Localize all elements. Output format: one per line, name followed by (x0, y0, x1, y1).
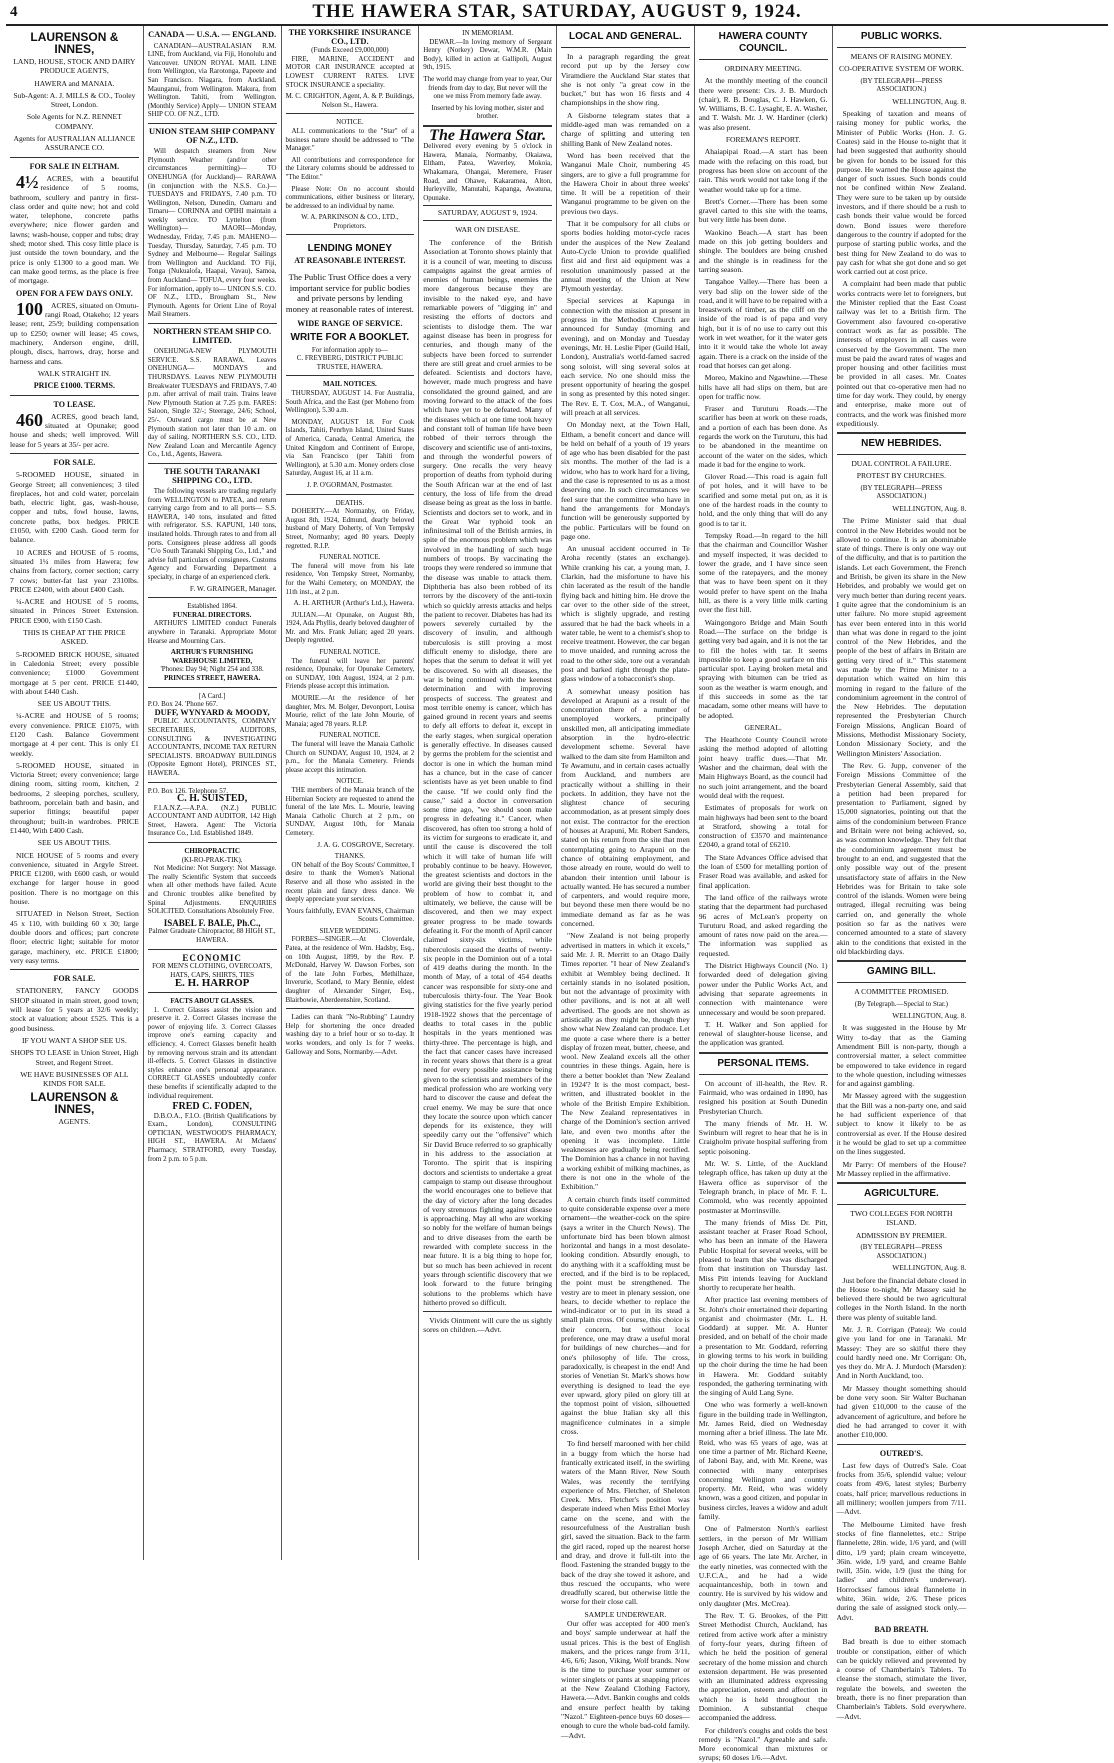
listing: NICE HOUSE of 5 rooms and every convenience, situated in Argyle Street. PRICE £1200, with £600 cash, or would exchange for larger house in good position. There is no mortgage on this house. (10, 850, 139, 907)
agents-label: AGENTS. (58, 1117, 91, 1127)
funeral-heading: FUNERAL NOTICE. (319, 731, 381, 740)
advert: For children's coughs and colds the best remedy is "Nazol." Agreeable and safe. More economical than mixtures or syrups; 60 doses 1/6.—Advt. (698, 1725, 828, 1763)
news-paragraph: On Monday next, at the Town Hall, Eltham, a benefit concert and dance will be held on behalf of a youth of 19 years of age who has been disabled for the past six months. The mother of the lad is a widow, who has to work hard for a living, and the case is represented to us as a most deserving one. In such circumstances we feel sure that the committee who have in hand the arrangements for Monday's function will be generously supported by the public. Particulars will be found on page one. (561, 420, 690, 541)
ad-text: FOR MEN'S CLOTHING, OVERCOATS, HATS, CAPS, SHIRTS, TIES (152, 962, 273, 979)
divider (837, 47, 967, 48)
listing: 100 ACRES, situated on Omutu-rangi Road, Otakeho; 12 years lease; rent, 25/9; building compensation up to £250; owner will lease; 45 cows, machinery, Anderson engine, drill, plough, discs, harrows, dray, horse and harness and cans. (10, 298, 139, 366)
divider (699, 59, 828, 60)
sub-agent: Sub-Agent: A. J. MILLS & CO., Tooley Street, London. (13, 90, 136, 110)
funeral-directors: FUNERAL DIRECTORS. (172, 610, 252, 619)
dateline: SATURDAY, AUGUST 9, 1924. (423, 205, 552, 220)
section-heading: NEW HEBRIDES. (861, 438, 942, 450)
column-4 (419, 26, 557, 1560)
news-paragraph: Mr Parry: Of members of the House? Mr Massey replied in the affirmative. (836, 1159, 967, 1178)
divider (423, 1311, 552, 1312)
column-5 (557, 26, 695, 1740)
death-notice: MOURIE.—At the residence of her daughter, Mrs. M. Bolger, Devonport, Louisa Mourie, relict of the late John Mourie, of Manaia; aged 78 years. R.I.P. (285, 694, 415, 728)
news-paragraph: Waokino Beach.—A start has been made on this job getting boulders and shingle. The boulders are being crushed and the shingle is in readiness for the tarring season. (698, 227, 828, 274)
funeral-text: The funeral will leave her parents' residence, Opunake, for Opunake Cemetery, on SUNDAY, 10th August, 1924, at 2 p.m. Friends please accept this intimation. (285, 656, 415, 691)
thanks-heading: THANKS. (334, 852, 365, 861)
news-paragraph: Tempsky Road.—In regard to the hill that the chairman and Councillor Washer and myself inspected, it was decided to lower the grade, and I have since seen some of the ratepayers, and the money that was to have been spent on it they would prefer to have spent on the Inaha hill, as there is a very little milk carting over the first hill. (698, 530, 828, 615)
news-paragraph: At the monthly meeting of the council there were present: Crs. J. B. Murdoch (chair), R. B. Douglas, C. J. Hawken, G. W. Williams, B. C. Lysaght, E. A. Washer, and T. Walsh. Mr. J. W. Hardiner (clerk) was also present. (698, 76, 828, 132)
news-paragraph: On account of ill-health, the Rev. R. Fairmaid, who was ordained in 1890, has resigned his position at South Dunedin Presbyterian Church. (698, 1078, 828, 1116)
listing: 460 ACRES, good beach land, situated at Opunake; good house and sheds; well improved. Will lease for 5 years at 35/- per acre. (10, 409, 139, 449)
ad-heading: THE YORKSHIRE INSURANCE CO., LTD. (288, 28, 412, 46)
lending-heading: LENDING MONEY (307, 243, 393, 255)
divider (286, 494, 415, 495)
listing: SITUATED in Nelson Street, Section 45 x 110, with building 60 x 30; large double doors and offices; part concrete floor; electric light; suitable for motor garage, machinery, etc. PRICE £1800; very easy terms. (10, 909, 139, 965)
notice-signature: W. A. PARKINSON & CO., LTD., Proprietors. (301, 213, 399, 230)
firm-sub: LAND, HOUSE, STOCK AND DAIRY PRODUCE AGENTS, (13, 57, 136, 76)
page-title: THE HAWERA STAR, SATURDAY, AUGUST 9, 1924. (312, 1, 802, 22)
section-sub: MEANS OF RAISING MONEY. (850, 52, 953, 61)
divider (837, 1204, 967, 1205)
news-paragraph: Special services at Kapunga in connection with the mission at present in progress in the Methodist Church are announced for Sunday (morning and evening), and on Monday and Tuesday evenings, Mr. H. Leslie Piper (Guild Hall, London), Australia's world-famed sacred song soloist, will sing several solos at each service. No one should miss the present opportunity of hearing the gospel in song as presented by this noted singer. The Rev. E. T. Cox, M.A., of Wanganui, will preach at all services. (561, 296, 690, 417)
memoriam-verse: The world may change from year to year, Our friends from day to day, But never will the one we miss From memory fade away. (423, 74, 552, 101)
news-paragraph: Ahaiapipai Road.—A start has been made with the refacing on this road, but progress has been slow on account of the rain. This work would not take long if the weather would take up for a time. (698, 147, 828, 194)
page-number: 4 (10, 3, 18, 20)
divider (561, 47, 690, 48)
ad-text: Palmer Graduate Chiropractor, 88 HIGH ST., HAWERA. (148, 927, 276, 944)
dateline: WELLINGTON, Aug. 8. (892, 96, 967, 106)
news-paragraph: That it be compulsory for all clubs or sports bodies holding motor-cycle races under the auspices of the New Zealand Auto-Cycle Union to provide qualified first aid and first aid equipment was a resolution unanimously passed at the annual meeting of the Union at New Plymouth yesterday. (561, 219, 690, 294)
pobox: P.O. Box 24. 'Phone 667. (147, 700, 218, 709)
section-sub: PROTEST BY CHURCHES. (856, 471, 946, 481)
news-paragraph: The Heathcote County Council wrote asking the method adopted of allotting joint heavy traffic dues.—That Mr. Washer and the chairman, deal with the Main Highways Board, as the council had no such joint arrangement, and the board would deal with the request. (698, 735, 828, 800)
for-sale: FOR SALE. (53, 974, 96, 984)
ad-heading: ECONOMIC (182, 952, 242, 963)
ad-sub: (Funds Exceed £9,000,000) (311, 46, 389, 55)
ad-text: F.I.A.N.Z.—A.P.A. (N.Z.) PUBLIC ACCOUNTANT AND AUDITOR, 142 High Street, Hawera. Agent: The Victoria Insurance Co., Ltd. Established 1849. (147, 803, 277, 838)
dateline: WELLINGTON, Aug. 8. (892, 1263, 967, 1273)
divider (837, 454, 967, 455)
listing: 5-ROOMED HOUSE, situated in Victoria Street; every convenience; large dining room, sitting room, kitchen, 2 bedrooms, 2 sleeping porches, scullery, bathroom, porcelain bath and basin, and superior fittings; beautiful paper throughout; built-in wardrobes. PRICE £1440, With £400 Cash. (10, 760, 139, 835)
ad-heading: CANADA — U.S.A. — ENGLAND. (148, 30, 277, 39)
news-paragraph: Glover Road.—This road is again full of pot holes, and it will have to be scarified and some metal put on, as it is one of the hardest roads in the county to hold, and the only thing that will do any good is to tar it. (698, 472, 828, 528)
news-paragraph: One who was formerly a well-known figure in the building trade in Wellington, Mr. James Reid, died on Wednesday morning after a brief illness. The late Mr. Reid, who was 65 years of age, was at one time a partner of Mr. Richard Keene, of Jaboni Bay, and, with Mr. Keene, was connected with many enterprises concerning Wellington and country property. Mr. Reid, who was widely known, was a good citizen, and popular in business circles, leaves a widow and adult family. (698, 1400, 828, 1522)
shop-want: IF YOU WANT A SHOP SEE US. (21, 1035, 127, 1045)
news-paragraph: Speaking of taxation and means of raising money for public works, the Minister of Public Works (Hon. J. G. Coates) said in the House to-night that it had been suggested that authority should be given for bonds to be issued for this purpose. He warned the House against the danger of such issues. Such bonds could not be confined within New Zealand. They were sure to be taken up by outside investors, and if there should be a rush to cash bonds their value would be forced down. Bond issues were therefore dangerous to the country if adopted for the purpose of starting public works, and the best thing for New Zealand to do was to pay cash for what she got done and so get work carried out at cost price. (836, 109, 967, 277)
news-paragraph: Brett's Corner.—There has been some gravel carted to this site with the teams, but very little has been done. (698, 196, 828, 225)
column-7 (833, 26, 971, 1721)
sole-agents: Sole Agents for N.Z. RENNET COMPANY. (26, 112, 122, 131)
mail-signature: J. P. O'GORMAN, Postmaster. (306, 480, 393, 489)
ad-text: D.B.O.A., F.I.O. (British Qualifications by Exam., London), CONSULTING OPTICIAN, WESTWOOD'S PHARMACY, HIGH ST., HAWERA. At Mclaens' Pharmacy, STRATFORD, every Tuesday, from 2 p.m. to 5 p.m. (147, 1111, 277, 1163)
column-3 (282, 26, 420, 1560)
listing: ¼-ACRE and HOUSE of 5 rooms, situated in Princes Street Extension. PRICE £900, with £150 Cash. (10, 597, 139, 625)
funeral-heading: FUNERAL NOTICE. (319, 553, 381, 562)
divider (286, 375, 415, 376)
mail-text: THURSDAY, AUGUST 14. For Australia, South Africa, and the East (per Moheno from Wellington), 5.30 a.m. (285, 389, 415, 415)
star-masthead: The Hawera Star. (429, 126, 547, 144)
walk-in: WALK STRAIGHT IN. (37, 368, 111, 378)
section-heading: PUBLIC WORKS. (860, 31, 942, 42)
byline: (BY TELEGRAPH—PRESS ASSOCIATION.) (860, 1243, 943, 1260)
funeral-heading: FUNERAL NOTICE. (319, 648, 381, 657)
ad-signature: F. W. GRAINGER, Manager. (189, 583, 277, 593)
divider (837, 960, 967, 962)
column-1 (6, 26, 144, 1560)
section-heading: GAMING BILL. (866, 966, 936, 978)
see-us: SEE US ABOUT THIS. (37, 838, 111, 848)
ad-heading: ISABEL F. BALE, Ph.C., (163, 917, 261, 928)
outred-heading: OUTRED'S. (879, 1448, 923, 1458)
ad-heading: NORTHERN STEAM SHIP CO. LIMITED. (153, 327, 272, 345)
death-notice: JULIAN.—At Opunake, on August 8th, 1924, Ada Phyllis, dearly beloved daughter of Mr. and Mrs. Frank Julian; aged 20 years. Deeply regretted. (285, 610, 415, 645)
news-paragraph: Moreo, Makino and Ngawhine.—These hills have all had slips on them, but are open for traffic now. (698, 373, 828, 401)
memoriam-heading: IN MEMORIAM. (462, 29, 514, 37)
divider (148, 992, 277, 993)
masthead (6, 0, 1108, 26)
notice-text: THE members of the Manaia branch of the Hibernian Society are requested to attend the funeral of the late Mrs. L. Mourie, leaving Manaia Catholic Church at 2 p.m., on SUNDAY, August 10th, for Manaia Cemetery. (285, 785, 415, 837)
divider (148, 842, 277, 843)
divider (837, 1444, 967, 1445)
ad-text: CANADIAN—AUSTRALASIAN R.M. LINE, from Auckland, via Fiji, Honolulu and Vancouver. UNION ROYAL MAIL LINE from Wellington, via Rarotonga, Papeete and San Francisco. Niagara, from Auckland. Maunganui, from Wellington. Makura, from Wellington. Tahiti, from Wellington. (Monthly Service) Apply— UNION STEAM SHIP CO. OF N.Z., LTD. (147, 41, 277, 119)
established: Established 1864. (187, 602, 238, 611)
news-paragraph: A Gisborne telegram states that a middle-aged man was remanded on a charge of splitting and uttering ten shilling Bank of New Zealand notes. (561, 110, 690, 148)
funeral-signature: A. H. ARTHUR (Arthur's Ltd.), Hawera. (293, 598, 415, 608)
news-paragraph: To find herself marooned with her child in a buggy from which the horse had frantically extricated itself, in the swirling waters of the Mann River, New South Wales, was recently the terrifying experience of Mrs. Fletcher, of Sheleton Creek. Mrs. Fletcher's position was desperate indeed when Miss Ethel Morley came on the scene, and with the resourcefulness of the Australian bush girl, saved the situation. Back to the farm the girl raced, roped up the nearest horse and dray, and drove it full-tilt into the flood. Fastening the stranded buggy to the back of the dray she towed it ashore, and thus rescued the occupants, who were dreadfully scared, but otherwise little the worse for their close call. (561, 1439, 690, 1607)
info-label: For information apply to— (311, 345, 388, 354)
listing: 4½ ACRES, with a beautiful residence of 5 rooms, bathroom, scullery and pantry in first-class order and quite new; hot and cold water, telephone, concrete paths everywhere; nice flower garden and lawns; wash-house, copper and tubs; dray shed; motor shed. This cosy little place is just outside the town boundary, and the price is only £1300 to a good man. We can make good terms, as the place is free of mortgage. (10, 171, 139, 286)
section-heading: PERSONAL ITEMS. (717, 1057, 809, 1069)
sample-heading: SAMPLE UNDERWEAR. (584, 1609, 667, 1619)
ad-heading: DUFF, WYNYARD & MOODY, (154, 707, 270, 717)
northern-ad (148, 328, 277, 459)
ad-text: Will despatch steamers from New Plymouth Weather (and/or other circumstances permitting)— TO ONEHUNGA (for Auckland)— RARAWA (in conjunction with the N.S.S. Co.)— TUESDAYS and FRIDAYS, 7.40 p.m. TO Wellington, Nelson, Dunedin, Oamaru and Timaru— CORINNA and OPIHI maintain a weekly service. TO Lyttelton (from Wellington)— MAORI—Monday, Wednesday, Friday, 7.45 p.m. MAHENO—Tuesday, Thursday, Saturday, 7.45 p.m. TO Sydney and Melbourne— Regular Sailings from Wellington and Auckland. TO Fiji, Tonga (Nukualofa, Haapai, Vavau), Samoa, from Auckland— TOFUA, every four weeks. For information, apply to— UNION S.S. CO. OF N.Z., LTD., Brougham St., New Plymouth. Agents for Orient Line of Royal Mail Steamers. (147, 147, 277, 319)
news-paragraph: The many friends of Mr. H. W. Swinburn will regret to hear that he is in Craigholm private hospital suffering from septic poisoning. (698, 1118, 828, 1156)
divider (148, 782, 277, 783)
notice-text: Please Note: On no account should communications, either business or literary, be addressed to an individual by name. (285, 184, 415, 210)
ad-heading: ARTHUR'S FURNISHING WAREHOUSE LIMITED, (170, 648, 254, 665)
firm-name: LAURENSON & INNES, (30, 30, 119, 56)
advert: Our offer was accepted for 400 men's and boys' sample underwear at half the usual prices. This is the best of English makers, and the prices range from 3/11, 4/6, 6/6; Jason, Viking, Wolf brands. Now is the time to purchase your summer or winter singlets or pants at snapping prices at the New Zealand Clothing Factory, Hawera.—Advt. Bankin coughs and colds and ensure perfect health by taking "Nazol." Eighteen-pence buys 60 doses—enough to cure the whole bad-cold family.—Advt. (561, 1618, 690, 1740)
section-sub: DUAL CONTROL A FAILURE. (851, 459, 952, 469)
ad-text: The following vessels are trading regularly from WELLINGTON to PATEA, and return carrying cargo from and to all ports— S.S. HAWERA, 140 tons, insulated and fitted with refrigerator. S.S. KAPUNI, 140 tons, insulated holds. Through rates to and from all ports. Consignees please address all goods "C/o South Taranaki Shipping Co., Ltd.," and advise full particulars of consignees. Customs Agency and Forwarding Department a specialty, in charge of an experienced clerk. (147, 487, 277, 582)
cheap-note: THIS IS CHEAP AT THE PRICE ASKED. (23, 628, 126, 647)
divider (148, 463, 277, 464)
union-ad (148, 128, 277, 319)
section-sub: ORDINARY MEETING. (724, 64, 802, 73)
funeral-text: The funeral will move from his late residence, Von Tempsky Street, Normanby, for the Waihi Cemetery, on MONDAY, the 11th inst., at 2 p.m. (285, 561, 415, 596)
wedding-heading: SILVER WEDDING. (319, 926, 381, 935)
listing: ¼-ACRE and HOUSE of 5 rooms; every convenience. PRICE £1075, with £120 Cash. Balance Government mortgage at 4 per cent. This is only £1 weekly. (10, 711, 139, 758)
divider (699, 1074, 828, 1075)
divider (10, 453, 139, 454)
card-label: [A Card.] (198, 691, 226, 700)
section-heading: AGRICULTURE. (863, 1188, 939, 1200)
news-paragraph: A somewhat uneasy position has developed at Arapuni as a result of the concentration there of a number of unemployed workers, principally unskilled men, all anticipating immediate absorption in the hydro-electric development scheme. Several have walked to the dam site from Hamilton and Te Awamutu, and in certain cases actually from Auckland, and numbers are practically without a shilling in their pockets. In addition, they have not the slightest chance of securing accommodation, as at present simply does not exist. The contractor for the erection of houses at Arapuni, Mr. Robert Sanders, stated on his return from the site that men contemplating going to Arapuni on the chance of obtaining employment, and those already en route, would do well to abandon their intention until labour is actually wanted. He has secured a number of carpenters, and would require more, but beyond these men there would be no immediate demand as far as he was concerned. (561, 686, 690, 929)
news-paragraph: Waingongoro Bridge and Main South Road.—The surface on the bridge is getting very bad again, and it is not the tar to fill the holes with tar. It seems impossible to keep a good surface on this particular spot. Laying broken metal and spraying with bitumen can be tried as soon as the weather is warm enough, and if this succeeds in some as the tar macadam, some other means will have to be adopted. (698, 617, 828, 720)
lending-sub: AT REASONABLE INTEREST. (294, 256, 406, 266)
column-6 (695, 26, 833, 1763)
see-us: SEE US ABOUT THIS. (37, 699, 111, 709)
editorial-heading: WAR ON DISEASE. (455, 224, 520, 234)
news-paragraph: Mr Massey thought something should be done very soon. Sir Walter Buchanan had given £10,000 to the cause of the advancement of agriculture, and before he died he had arranged to cover it with another £10,000. (836, 1383, 967, 1440)
advert: Vivids Ointment will cure the us sightly sores on children.—Advt. (423, 1316, 552, 1335)
funeral-text: The funeral will leave the Manaia Catholic Church on SUNDAY, August 10, 1924, at 2 p.m., for the Manaia Cemetery. Friends please accept this intimation. (285, 740, 415, 774)
firm-footer: LAURENSON & INNES, (30, 1090, 119, 1117)
section-sub: FOREMAN'S REPORT. (725, 135, 801, 145)
listing: 5-ROOMED BRICK HOUSE, situated in Caledonia Street; every possible convenience; £1000 Government mortgage at 5 per cent. PRICE £1440, with about £440 Cash. (10, 649, 139, 696)
ad-signature: M. C. CRIGHTON, Agent, A. & P. Buildings, Nelson St., Hawera. (285, 92, 415, 109)
byline: (BY TELEGRAPH—PRESS ASSOCIATION.) (860, 483, 943, 501)
listing: STATIONERY, FANCY GOODS SHOP situated in main street, good town; will lease for 5 years at 32/6 weekly; stock at valuation; about £525. This is a good business. (10, 986, 139, 1033)
section-sub: ADMISSION BY PREMIER. (855, 1230, 947, 1240)
divider (837, 982, 967, 983)
news-paragraph: Estimates of proposals for work on main highways had been sent to the board at Stratford, showing a total for construction of £3570 and maintenance £2040, a grand total of £6210. (698, 803, 828, 850)
news-paragraph: The District Highways Council (No. 1) forwarded deed of delegation giving power under the Public Works Act, and advising that separate agreements in connection with maintenance were unnecessary and would be soon prepared. (698, 961, 828, 1017)
dateline: WELLINGTON, Aug. 8. (892, 503, 967, 513)
shops-lease: SHOPS TO LEASE in Union Street, High Street, and Regent Street. (10, 1048, 139, 1067)
thanks-signature: Yours faithfully, EVAN EVANS, Chairman Scouts Committee. (286, 905, 415, 924)
ad-heading: C. H. SUISTED, (176, 793, 248, 805)
for-sale: FOR SALE. (53, 457, 96, 467)
news-paragraph: A certain church finds itself committed to quite considerable expense over a mere ornament—the weather-cock on the spire (says a writer in the Church News). The unfortunate bird has been blown almost horizontal and hangs in a most desolate-looking condition. Absurdly enough, to do anything with it a scaffolding must be erected, and if the bird is to be replaced, the point must be strengthened. The vestry are to meet in plenary session, one hears, to decide whether to replace the wind-indicator or to put in its stead a small plain cross. Of course, this choice is their concern, but without local preference, one may draw a useful moral for buildings of new churches—and for one's philosophy of life. The cross, paradoxically, is cheapest in the end! And stories of Venetian St. Mark's shows how everything is designed to lead the eye ever upward, glory piled on glory till at the topmost point of vision, silhouetted against the blue Italian sky all this magnificence culminates in a simple cross. (561, 1194, 690, 1437)
news-paragraph: Just before the financial debate closed in the House to-night, Mr Massey said he believed there should be two agricultural colleges in the North Island. In the north there was plenty of suitable land. (836, 1275, 967, 1322)
divider (10, 969, 139, 970)
news-paragraph: The many friends of Miss Dr. Pitt, assistant teacher at Fraser Road School, who has been an inmate of the Hawera Public Hospital for several weeks, will be pleased to learn that she was discharged from that institution on Thursday last. Miss Pitt intends leaving for Auckland shortly to recuperate her health. (698, 1217, 828, 1292)
section-sub: TWO COLLEGES FOR NORTH ISLAND. (850, 1209, 953, 1228)
section-heading: HAWERA COUNTY COUNCIL. (718, 31, 808, 54)
price: PRICE £1000. TERMS. (33, 381, 115, 391)
news-paragraph: A complaint had been made that public works contracts were let to foreigners, but the Minister replied that the East Coast railway was let to a British firm. The Government also favoured co-operative contract work as far as possible. The interests of employers in all cases were conserved by the Government. The men must be paid the award rates of wages and proper housing and other facilities must be provided in all cases. Mr. Coates pointed out that co-operative men had no time for day work. They could, by energy and enterprise, make more out of contracts, and the work was finished more expeditiously. (836, 279, 967, 428)
bad-breath-heading: BAD BREATH. (874, 1624, 929, 1634)
ad-text: PUBLIC ACCOUNTANTS, COMPANY SECRETARIES, AUDITORS, CONSULTING & INVESTIGATING ACCOUNTANTS, INCOME TAX RETURN SPECIALISTS. BROADWAY BUILDINGS (Opposite Egmont Hotel), PRINCES ST., HAWERA. (147, 717, 277, 777)
divider (10, 157, 139, 158)
columns (6, 26, 1108, 1763)
news-paragraph: Fraser and Turuturu Roads.—The scarifier has been at work on these roads, and a portion of each has been done. As regards the work on the Turuturu, this had to be abandoned in the meantime on account of the water on the sides, which made it bad for the engine to work. (698, 404, 828, 469)
divider (148, 949, 277, 950)
news-paragraph: One of Palmerston North's earliest settlers, in the person of Mr William Joseph Archer, died on Saturday at the age of 66 years. The late Mr. Archer, in the early nineties, was connected with the U.F.C.A., and he had a wide acquaintanceship, both in town and country. He is survived by his widow and only daughter (Mrs. McCrea). (698, 1524, 828, 1608)
ad-heading: UNION STEAM SHIP COMPANY OF N.Z., LTD. (149, 126, 276, 145)
ad-text: FIRE, MARINE, ACCIDENT and MOTOR CAR INSURANCE accepted at LOWEST CURRENT RATES. LIVE STOCK INSURANCE a speciality. (285, 54, 415, 89)
ad-heading: E. H. HARROP (174, 977, 250, 990)
notice-signature: J. A. G. COSGROVE, Secretary. (317, 839, 415, 849)
ad-text: ARTHUR'S LIMITED conduct Funerals anywhere in Taranaki. Appropriate Motor Hearse and Mourning Cars. (147, 619, 277, 645)
news-paragraph: The Rev. G. Jupp, convener of the Foreign Missions Committee of the Presbyterian General Assembly, said that a petition had been prepared for presentation to Parliament, signed by 15,000 signatories, pointing out that the aims of the condominium between France and Britain were not being achieved, so, as was common knowledge. They felt that the condominium agreement must be brought to an end, and suggested that the only possible way out of the present unsatisfactory state of affairs in the New Hebrides was for Britain to take sole control of the islands. Women were being outraged, illegal recruiting was being carried on, and generally the whole position so far as the natives were concerned amounted to a state of slavery akin to the conditions that existed in the old blackbirding days. (836, 760, 967, 956)
ad-heading: CHIROPRACTIC (184, 847, 240, 856)
news-paragraph: The land office of the railways wrote stating that the department had purchased 96 acres of McLean's property on Turuturu Road, and asked regarding the amount of rates now paid on the area.—The information was supplied as requested. (698, 892, 828, 958)
for-sale-eltham: FOR SALE IN ELTHAM. (29, 161, 120, 171)
ad-heading: FACTS ABOUT GLASSES. (170, 996, 254, 1005)
pobox: P.O. Box 126. Telephone 57. (147, 786, 229, 795)
ad-heading: THE SOUTH TARANAKI SHIPPING CO., LTD. (164, 466, 261, 485)
ad-text: ONEHUNGA-NEW PLYMOUTH SERVICE. S.S. RARAWA. Leaves ONEHUNGA— MONDAYS and THURSDAYS. Leaves NEW PLYMOUTH Breakwater TUESDAYS and FRIDAYS, 7.40 p.m. after arrival of mail train. Trains leave New Plymouth Station at 7.25 p.m. FARES: Saloon, Single 32/-; Steerage, 24/6; School, 25/-. Outward cargo must be at New Plymouth station not later than 10 a.m. on day of sailing. NORTHERN S.S. CO., LTD. New Zealand Loan and Mercantile Agency Co., Ltd., Agents, Hawera. (147, 347, 277, 459)
divider (148, 123, 277, 124)
ad-text: 1. Correct Glasses assist the vision and preserve it. 2. Correct Glasses increase the power of enjoying life. 3. Correct Glasses improve one's earning capacity and efficiency. 4. Correct Glasses benefit health by removing nervous strain and its attendant ill-effects. 5. Correct Glasses in distinctive styles enhance one's personal appearance. CORRECT GLASSES undoubtedly confer these benefits if scientifically adapted to the individual requirement. (147, 1005, 277, 1100)
booklet-heading: WRITE FOR A BOOKLET. (290, 331, 410, 343)
news-paragraph: The Rev. T. G. Brookes, of the Pitt Street Methodist Church, Auckland, has retired from active work after a ministry of forty-four years, during fifteen of which he held the position of general secretary of the home mission and church extension department. He was presented with an illuminated address expressing the appreciation, esteem and affection in which he is held throughout the Dominion. A substantial cheque accompanied the address. (698, 1611, 828, 1723)
wide-range: WIDE RANGE OF SERVICE. (297, 319, 403, 329)
news-paragraph: In a paragraph regarding the great record put up by the Jersey cow Viramdiere the Auckland Star states that she is not only "a great cow in the bucket," but has won 16 firsts and 4 championships in the show ring. (561, 52, 690, 108)
ad-address: PRINCES STREET, HAWERA. (163, 673, 261, 682)
divider (837, 1182, 967, 1184)
section-sub: GENERAL. (744, 722, 782, 732)
notice-heading: NOTICE. (336, 777, 364, 786)
ad-text: Not Medicine: Not Surgery: Not Massage. The really Scientific System that succeeds when all other methods have failed. Acute and Chronic troubles alike benefited by Spinal Adjustments. ENQUIRIES SOLICITED. Consultations Absolutely Free. (147, 864, 277, 916)
deaths-heading: DEATHS. (335, 498, 365, 507)
mail-heading: MAIL NOTICES. (323, 380, 377, 389)
taranaki-ad (148, 468, 277, 593)
news-paragraph: Mr. W. S. Little, of the Auckland telegraph office, has taken up duty at the Hawera office as supervisor of the Telegraph branch, in place of Mr. F. L. Commold, who was recently appointed postmaster at Morrinsville. (698, 1159, 828, 1215)
news-paragraph: The Prime Minister said that dual control in the New Hebrides would not be allowed to continue. It is an abominable state of things. There is only one way out of the difficulty, and that is to partition the islands. Let each Government, the French and British, be given its share in the New Hebrides, and probably we would get on very much better than during recent years. I quite agree that the condominium is an utter failure. No more stupid agreement has ever been entered into in this world than what was done in regard to the joint control of the New Hebrides, and the people of the best of affairs in Britain are getting very tired of it." This statement was made by the Prime Minister to a deputation which waited on him this morning in regard to the failure of the condominium agreement in the control of the New Hebrides. The deputation represented the Presbyterian Church Foreign Missions, Anglican Board of Missions, Methodist Missionary Society, London Missionary Society, and the Wellington Ministers' Association. (836, 516, 967, 758)
section-sub: A COMMITTEE PROMISED. (854, 987, 949, 997)
news-paragraph: T. H. Walker and Son applied for renewal of slaughter-house license, and the application was granted. (698, 1019, 828, 1048)
news-paragraph: The State Advances Office advised that the loan of £500 for metalling portion of Fraser Road was available, and asked for final application. (698, 852, 828, 890)
star-description: Delivered every evening by 5 o'clock in Hawera, Manaia, Normanby, Okaiawa, Eltham, Patea, Waverley, Mokoia, Whakamara, Ohangai, Meremere, Fraser Road, and Ohawe, Kakaramea, Alton, Hurleyville, Manutahi, Kapanga, Awatuna, Opunake. (423, 142, 552, 202)
byline: (By Telegraph.—Special to Star.) (854, 999, 949, 1008)
news-paragraph: After practice last evening members of St. John's choir entertained their departing organist and choirmaster (Mr. L. H. Goddard) at supper. Mr. A. Hunter presided, and on behalf of the choir made a presentation to Mr. Goddard, referring in glowing terms to his work in building up the choir during the time he had been in Hawera. Mr. Goddard suitably responded, the gathering terminating with the singing of Auld Lang Syne. (698, 1295, 828, 1398)
lending-text: The Public Trust Office does a very important service for public bodies and private persons by lending money at reasonable rates of interest. (285, 272, 414, 314)
firm-place: HAWERA and MANAIA. (34, 78, 115, 88)
news-paragraph: Tangahoe Valley.—There has been a very bad slip on the lower side of the road, and it will have to be repaired with a breastwork of timber, as the cliff on the inside of the road is of papa and very high, but it is of no use to carry out this work in wet weather, for it the water gets into it it would take the whole lot away again. There is a crack on the inside of the road that horses can get along. (698, 277, 828, 370)
death-notice: DOHERTY.—At Normanby, on Friday, August 8th, 1924, Edmund, dearly beloved husband of Mary Doherty, of Von Tempsky Street, Normanby; aged 80 years. Deeply regretted. R.I.P. (285, 507, 415, 550)
memoriam-text: DEWAR.—In loving memory of Sergeant Henry (Norkey) Dewar, W.M.R. (Main Body), killed in action at Gallipoli, August 9th, 1915. (423, 37, 552, 72)
divider (148, 323, 277, 324)
dateline: WELLINGTON, Aug. 8. (892, 1011, 967, 1021)
mail-text: MONDAY, AUGUST 18. For Cook Islands, Tahiti, Penrhyn Island, United States of America, Canada, Central America, the United Kingdom and Continent of Europe, via San Francisco (per Tahiti from Wellington), at 5.30 a.m. Money orders close Saturday, August 16, at 11 a.m. (285, 417, 415, 478)
notice-text: All contributions and correspondence for the Literary columns should be addressed to "The Editor." (285, 155, 415, 181)
news-paragraph: Word has been received that the Wanganui Male Choir, numbering 45 singers, are to give a full programme for the Hawera Choir in about three weeks' time. It will be a repetition of their Wanganui programme to be given on the previous two days. (561, 150, 690, 216)
divider (148, 597, 277, 598)
news-paragraph: It was suggested in the House by Mr Witty to-day that as the Gaming Amendment Bill is non-party, though a controversial matter, a select committee be empowered to take evidence in regard to the whole question, including witnesses for and against gambling. (836, 1023, 967, 1089)
section-sub: CO-OPERATIVE SYSTEM OF WORK. (839, 64, 964, 74)
agents-for: Agents for AUSTRALIAN ALLIANCE ASSURANCE CO. (13, 134, 136, 153)
byline: (BY TELEGRAPH—PRESS ASSOCIATION.) (860, 76, 943, 94)
divider (10, 395, 139, 396)
divider (699, 1052, 828, 1054)
notice-text: ALL communications to the "Star" of a business nature should be addressed to "The Manager." (285, 126, 415, 153)
divider (148, 687, 277, 688)
listing: 10 ACRES and HOUSE of 5 rooms, situated 1¼ miles from Hawera; few chains from factory, corner section; carry 7 cows; butter-fat last year 2310lbs. PRICE £2400, with about £400 Cash. (10, 547, 139, 594)
divider (286, 1008, 415, 1009)
divider (286, 113, 415, 114)
news-paragraph: An unusual accident occurred in Te Aroha recently (states an exchange). While cranking his car, a young man, J. Clarkin, had the misfortune to have his chin lacerated as the result of the handle flying back and hitting him. He drove the car over to the other side of the street, which is slightly upgrade, and resting assured that he had the back wheels in a water table, he went to a chemist's shop to receive treatment. However, the car began to move unaided, and running across the road to the other side, tore out a verandah post and barked right through the plate-glass window of a tobacconist's shop. (561, 544, 690, 684)
ad-sub: (KI-RO-PRAK-TIK). (181, 855, 243, 864)
news-paragraph: Mr. J. R. Corrigan (Patea): We could give you land for one in Taranaki. Mr Massey: They are so skilful there they could hardly need one. Mr Corrigan: Oh, yes they do. Mr A. J. Murdoch (Marsden): And in North Auckland, too. (836, 1325, 967, 1381)
ad-phone: 'Phones: Day 94; Night 254 and 338. (160, 665, 264, 674)
news-paragraph: Mr Massey agreed with the suggestion that the Bill was a non-party one, and said he had sufficient experience of that subject to know it likely to be as controversial as ever. If the House desired it he would be glad to set up a committee on the lines suggested. (836, 1091, 967, 1157)
news-paragraph: "New Zealand is not being properly advertised in matters in which it excels," said Mr. J. R. Merritt to an Otago Daily Times reporter. "I hear of New Zealand's exhibit at Wembley being declined. It certainly stands in no isolated position, but not the advantage of proximity with other pavilions, and is not at all well advertised. The goods are not shown as artistically as they might be, though they show what New Zealand can produce. Let me quote a case where there is a better display of frozen meat, butter, cheese, and wool. New Zealand excels all the other countries in these things. Again, here is there a better booklet than 'New Zealand in 1924'? It is the most compact, best-written, and illustrated booklet in the whole of the British Empire Exhibition. The New Zealand representatives in charge of the Dominion's section arrived late, and even two months after the opening it was incomplete. Little weaknesses are gradually being rectified. The Dominion has a chance in not having a working exhibit of milking machines, as there is not one in the whole of the Exhibition." (561, 931, 690, 1192)
advert: Last few days of Outred's Sale. Coat frocks from 35/6, splendid value; velour coats from 49/6, latest styles; Burberry coats, half price; marvellous reductions in all millinery; woollen jumpers from 7/11.—Advt. (836, 1460, 967, 1517)
notice-heading: NOTICE. (336, 118, 364, 127)
advert: Bad breath is due to either stomach trouble or constipation, either of which can be quickly relieved and prevented by a course of Chamberlain's Tablets. To cleanse the stomach, stimulate the liver, regulate the bowels, and sweeten the breath, there is no finer preparation than Chamberlain's Tablets. Sold everywhere.—Advt. (836, 1637, 967, 1721)
divider (837, 432, 967, 434)
advert: Ladies can thank "No-Rubbing" Laundry Help for shortening the once dreaded washing day to a brief hour or so to-day. It works wonders, and only 1s for 7 weeks. Galloway and Sons, Normanby.—Advt. (285, 1013, 415, 1056)
thanks-text: ON behalf of the Boy Scouts' Committee, I desire to thank the Women's National Reserve and all those who assisted in the recent plain and fancy dress dance. We deeply appreciate your services. (285, 860, 415, 904)
section-heading: LOCAL AND GENERAL. (568, 31, 682, 42)
freyberg: C. FREYBERG, DISTRICT PUBLIC TRUSTEE, HAWERA. (296, 354, 403, 371)
editorial-text: The conference of the British Association at Toronto shows plainly that it is a council of war, meeting to discuss campaigns against the great armies of enemies of human beings, enemies the more dangerous because they are invisible to the naked eye, and have remarkable powers of "digging in" and resisting the efforts of doctors and scientists to dislodge them. The war against disease has been in progress for centuries, and though many of the subjects have been forced to surrender there are still great and cruel armies to be defeated. Scientists and doctors have, however, made much progress and have consolidated the ground gained, and are moving forward to the attack of the foes which have yet to be defeated. Many of the diseases which at one time took heavy and constant toll of human life have been robbed of their terrors through the discovery and scientific use of anti-toxins, and through the wonderful powers of surgery. One recalls the very heavy proportion of deaths from typhoid during the South African war at the end of last century, the loss of life from the dread disease being as great as the loss in battle. Scientists and doctors set to work, and in the Great War typhoid took an infinitesimal toll of the British armies, in spite of the enormous problem which was involved in the handling of such huge numbers of troops. By vaccinating the troops they were rendered so immune that the disease was unable to attack them. Diphtheria has also been robbed of its terrors by the discovery of the anti-toxin which so quickly arrests attacks and helps the patient to recover. Diabetes has had its powers severely curtailed by the discovery of insulin, and although tuberculosis is still proving a most difficult enemy to dislodge, there are hopes that the serum to defeat it will yet be discovered. So with all diseases, the war is being continued with the keenest determination and with improving prospects of success. The greatest and most terrible enemy is cancer, which has gained ground in recent years and seems to defy all efforts to defeat it, except in the early stages, when surgical operation is generally effective. In diseases caused by germs the problem for the scientist and doctor is one in which the human mind has a chance, but in the case of cancer scientists have as yet been unable to find the cause. "If we could only find the cause," said a doctor in conversation some time ago, "we should soon make progress in defeating it." Cancer, when discovered, has often too strong a hold of its victim for surgeons to eradicate it, and until the cause is discovered the toll which it will take of human life will probably continue to be heavy. However, the greatest scientists and doctors in the world are giving their best thought to the problem of how to combat it, and ultimately, we believe, the cause will be discovered, and then we may expect greater progress to be made towards defeating it. For the month of April cancer claimed sixty-six victims, while tuberculosis caused the deaths of twenty-six people in the Dominion out of a total of 419 deaths during the month. In the month of May, of a total of 454 deaths cancer was responsible for sixty-one and tuberculosis thirty-four. The Year Book giving statistics for the five yearly period 1918-1922 shows that the percentage of deaths to total cases in the public hospitals in the years mentioned was thirty-three. The percentage is high, and the fact that cancer cases have increased in recent years shows that there is a great need for every possible assistance being given to the scientists and members of the medical profession who are working very hard to discover the cause and defeat the cruel enemy. We may be sure that once they locate the source upon which cancer depends for its existence, they will speedily carry out the "offensive" which Sir David Bruce referred to so graphically in his address to the association at Toronto. The spirit that is inspiring doctors and scientists to undertake a great campaign to stamp out disease throughout the world encourages one to believe that the day of victory after the long decades of very strenuous fighting against disease is approaching. May all who are working so nobly for the welfare of human beings and to drive diseases from the earth be rewarded with complete success in the near future. It is a big thing to hope for, but so much has been achieved in recent years through scientific discovery that we look forward to the future bringing solutions to the problems which have hitherto proved so difficult. (423, 237, 552, 1307)
column-2 (144, 26, 282, 1560)
open-days: OPEN FOR A FEW DAYS ONLY. (15, 288, 133, 298)
canada-ad (148, 31, 277, 119)
businesses: WE HAVE BUSINESSES OF ALL KINDS FOR SALE. (20, 1069, 129, 1089)
listing: 5-ROOMED HOUSE, situated in George Street; all conveniences; 3 tiled fireplaces, hot and cold water, porcelain bath, electric light, gas, wash-house, copper and tubs, fowl house, lawns, concrete paths, box hedges. PRICE £1050, with £200 Cash. Good term for balance. (10, 470, 139, 545)
divider (286, 234, 415, 235)
wedding-text: FORBES—SINGER.—At Cloverdale, Patea, at the residence of Wm. Hadsby, Esq., on 10th August, 1899, by the Rev. P. McDonald, Harvey W. Dawson Forbes, son of the late John Forbes, Methilhaze, Inverurie, Scotland, to Mary Bennie, eldest daughter of Alexander Singer, Esq., Blairbowie, Aberdeenshire, Scotland. (285, 935, 415, 1004)
memoriam-signature: Inserted by his loving mother, sister and brother. (431, 103, 544, 121)
advert: The Melbourne Limited have fresh stocks of fine flannelettes, etc.: Stripe flannelette, 28in. wide, 1/6 yard, and (will ditto, 1/9 yard; plain cream winceyette, 36in. wide, 1/9 yard, and creame Bahle twill, 35in. wide, 1/9 (just the thing for ladies' and children's underwear). Horrockses' famous ideal flannelette in white, 36in. wide, 2/6. These prices during the sale of assigned stock only.—Advt. (836, 1519, 967, 1622)
ad-heading: FRED C. FODEN, (172, 1101, 252, 1113)
to-lease: TO LEASE. (53, 399, 96, 409)
